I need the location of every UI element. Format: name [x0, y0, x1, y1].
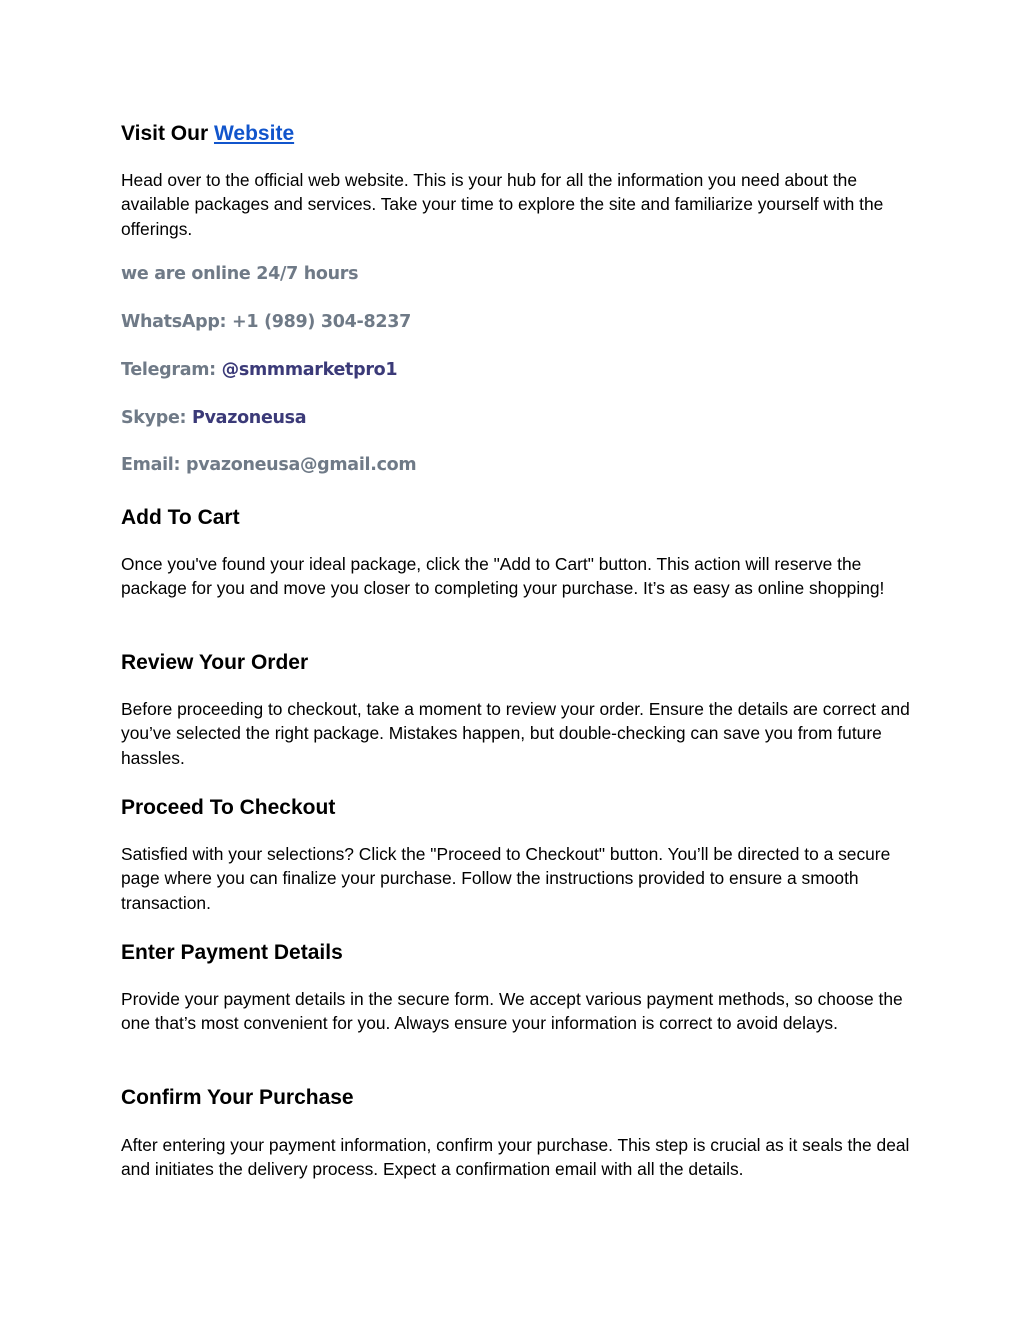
skype-contact [121, 406, 306, 430]
section-heading-proceed-checkout: Proceed To Checkout [121, 796, 336, 819]
section-heading-add-to-cart: Add To Cart [121, 506, 240, 529]
visit-paragraph: Head over to the official web website. This is your hub for all the information you need about the available packages and services. Take your time to explore the site and familiarize yourself with the offerings. [121, 170, 884, 239]
telegram-contact [121, 358, 397, 382]
section-paragraph-review-order: Before proceeding to checkout, take a moment to review your order. Ensure the details are correct and you’ve selected the right package. Mistakes happen, but double-checking can save you from future hassles. [121, 699, 910, 768]
whatsapp-contact: WhatsApp: +1 (989) 304-8237 [121, 312, 411, 332]
skype-handle: Pvazoneusa [192, 408, 307, 428]
online-hours-text: we are online 24/7 hours [121, 264, 359, 284]
skype-label: Skype: [121, 408, 187, 428]
section-heading-review-order: Review Your Order [121, 651, 309, 674]
section-paragraph-confirm-purchase: After entering your payment information, confirm your purchase. This step is crucial as it seals the deal and initiates the delivery process. Expect a confirmation email with all the details. [121, 1135, 910, 1180]
telegram-handle: @smmmarketpro1 [221, 360, 398, 380]
website-link[interactable]: Website [213, 122, 295, 145]
section-heading-confirm-purchase: Confirm Your Purchase [121, 1086, 354, 1109]
email-contact: Email: pvazoneusa@gmail.com [121, 455, 417, 475]
section-heading-payment-details: Enter Payment Details [121, 941, 343, 964]
visit-heading-text: Visit Our [121, 122, 209, 145]
section-paragraph-proceed-checkout: Satisfied with your selections? Click the "Proceed to Checkout" button. You’ll be directed to a secure page where you can finalize your purchase. Follow the instructions provided to ensure a smooth transaction. [121, 844, 891, 913]
section-paragraph-payment-details: Provide your payment details in the secure form. We accept various payment methods, so choose the one that’s most convenient for you. Always ensure your information is correct to avoid delays. [121, 989, 903, 1034]
visit-website-heading [121, 121, 294, 147]
section-paragraph-add-to-cart: Once you've found your ideal package, click the "Add to Cart" button. This action will reserve the package for you and move you closer to completing your purchase. It’s as easy as online shopping! [121, 554, 885, 599]
telegram-label: Telegram: [121, 360, 216, 380]
